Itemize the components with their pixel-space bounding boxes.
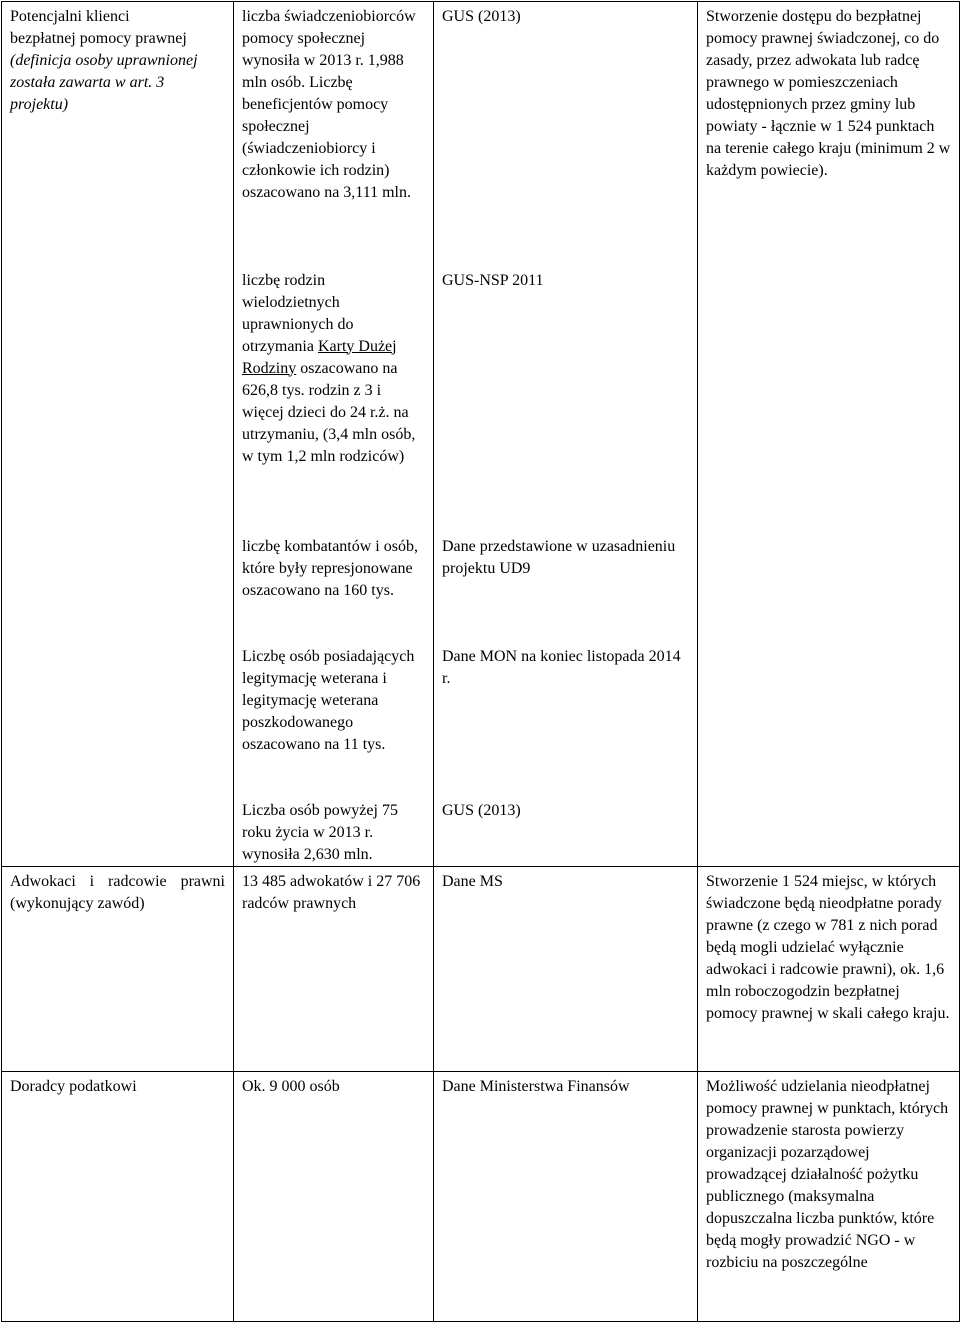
tax-advisors-effect-cell — [698, 1071, 960, 1321]
tax-advisors-category-cell — [2, 1071, 234, 1321]
source-cell — [434, 642, 698, 796]
tax-advisors-category-text: Doradcy podatkowi — [10, 1077, 137, 1095]
lawyers-count-text: 13 485 adwokatów i 27 706 radców prawnych — [242, 872, 421, 912]
source-cell — [434, 866, 698, 1071]
source-cell — [434, 1071, 698, 1321]
veterans-count-cell — [234, 532, 434, 642]
table-row — [2, 2, 960, 266]
source-cell — [434, 532, 698, 642]
clients-category-cell — [2, 2, 234, 867]
source-cell — [434, 2, 698, 266]
tax-advisors-count-cell — [234, 1071, 434, 1321]
clients-definition-note: (definicja osoby uprawnionej została zawarta w art. 3 projektu) — [10, 52, 198, 113]
clients-category-title: Potencjalni klienci — [10, 8, 130, 25]
social-assistance-count-cell — [234, 2, 434, 266]
source-cell — [434, 796, 698, 867]
social-assistance-count-text: liczba świadczeniobiorców pomocy społecznej wynosiła w 2013 r. 1,988 mln osób. Liczbę beneficjentów pomocy społecznej (świadczeniobiorcy i członkowie ich rodzin) oszacowano na 3,111 mln. — [242, 8, 416, 201]
source-text: Dane przedstawione w uzasadnieniu projektu UD9 — [442, 537, 676, 577]
war-veterans-text: Liczbę osób posiadających legitymację weterana i legitymację weterana poszkodowanego oszacowano na 11 tys. — [242, 647, 415, 753]
table-row — [2, 866, 960, 1071]
source-text: Dane Ministerstwa Finansów — [442, 1077, 630, 1095]
lawyers-category-text: Adwokaci i radcowie prawni (wykonujący zawód) — [10, 872, 225, 912]
war-veterans-cell — [234, 642, 434, 796]
source-text: GUS (2013) — [442, 8, 521, 25]
effect-cell — [698, 2, 960, 867]
large-family-card-link[interactable]: Karty Dużej Rodziny — [242, 337, 397, 377]
table-row — [2, 1071, 960, 1321]
elderly-count-text: Liczba osób powyżej 75 roku życia w 2013 r. wynosiła 2,630 mln. — [242, 801, 398, 863]
elderly-count-cell — [234, 796, 434, 867]
veterans-count-text: liczbę kombatantów i osób, które były represjonowane oszacowano na 160 tys. — [242, 537, 418, 599]
lawyers-effect-text: Stworzenie 1 524 miejsc, w których świadczone będą nieodpłatne porady prawne (z czego w 781 z nich porad będą mogli udzielać wyłącznie adwokaci i radcowie prawni), ok. 1,6 mln roboczogodzin bezpłatnej pomocy prawnej w skali całego kraju. — [706, 872, 950, 1022]
large-families-cell — [234, 266, 434, 532]
source-text: Dane MON na koniec listopada 2014 r. — [442, 647, 681, 687]
source-cell — [434, 266, 698, 532]
effect-text: Stworzenie dostępu do bezpłatnej pomocy prawnej świadczonej, co do zasady, przez adwokata lub radcę prawnego w pomieszczeniach udostępnionych przez gminy lub powiaty - łącznie w 1 524 punktach na terenie całego kraju (minimum 2 w każdym powiecie). — [706, 8, 951, 179]
impact-assessment-table — [1, 1, 960, 1322]
source-text: Dane MS — [442, 872, 503, 890]
large-families-text-cont: oszacowano na 626,8 tys. rodzin z 3 i więcej dzieci do 24 r.ż. na utrzymaniu, (3,4 mln osób, w tym 1,2 mln rodziców) — [242, 359, 416, 465]
lawyers-count-cell — [234, 866, 434, 1071]
clients-category-subtitle: bezpłatnej pomocy prawnej — [10, 30, 187, 47]
source-text: GUS-NSP 2011 — [442, 271, 544, 289]
lawyers-effect-cell — [698, 866, 960, 1071]
lawyers-category-cell — [2, 866, 234, 1071]
source-text: GUS (2013) — [442, 801, 521, 819]
large-families-text: liczbę rodzin wielodzietnych uprawnionych do otrzymania — [242, 271, 354, 355]
tax-advisors-effect-text: Możliwość udzielania nieodpłatnej pomocy prawnej w punktach, których prowadzenie starosta powierzy organizacji pozarządowej prowadzącej działalność pożytku publicznego (maksymalna dopuszczalna liczba punktów, które będą mogły prowadzić NGO - w rozbiciu na poszczególne — [706, 1077, 949, 1271]
tax-advisors-count-text: Ok. 9 000 osób — [242, 1077, 340, 1095]
